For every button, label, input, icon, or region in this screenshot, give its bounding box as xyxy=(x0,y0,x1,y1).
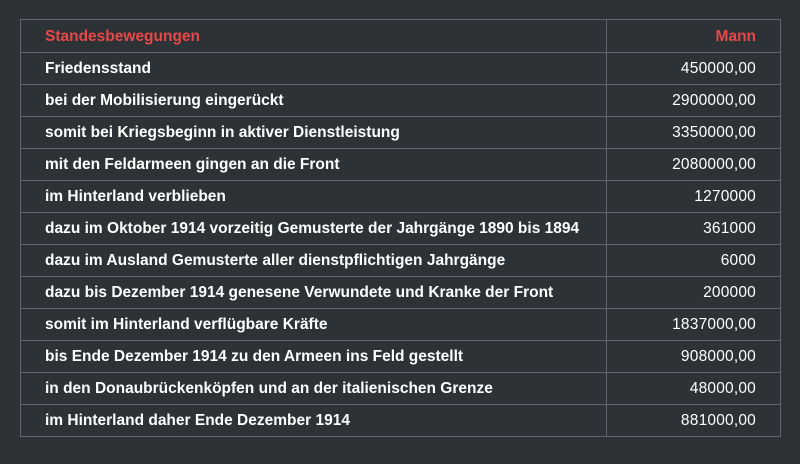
row-label: Friedensstand xyxy=(21,53,607,85)
column-header-label: Standesbewegungen xyxy=(21,20,607,53)
row-label: dazu im Ausland Gemusterte aller dienstpflichtigen Jahrgänge xyxy=(21,245,607,277)
row-value: 450000,00 xyxy=(607,53,781,85)
row-label: im Hinterland verblieben xyxy=(21,181,607,213)
table-row xyxy=(21,149,781,181)
table-row xyxy=(21,213,781,245)
row-value: 908000,00 xyxy=(607,341,781,373)
row-value: 881000,00 xyxy=(607,405,781,437)
table-row xyxy=(21,309,781,341)
row-label: dazu bis Dezember 1914 genesene Verwundete und Kranke der Front xyxy=(21,277,607,309)
data-table-container xyxy=(20,19,780,437)
column-header-value: Mann xyxy=(607,20,781,53)
table-row xyxy=(21,117,781,149)
row-label: somit bei Kriegsbeginn in aktiver Dienstleistung xyxy=(21,117,607,149)
row-value: 48000,00 xyxy=(607,373,781,405)
table-row xyxy=(21,53,781,85)
table-row xyxy=(21,341,781,373)
table-row xyxy=(21,85,781,117)
row-value: 2900000,00 xyxy=(607,85,781,117)
table-row xyxy=(21,373,781,405)
row-label: im Hinterland daher Ende Dezember 1914 xyxy=(21,405,607,437)
table-row xyxy=(21,277,781,309)
row-label: somit im Hinterland verflügbare Kräfte xyxy=(21,309,607,341)
row-label: dazu im Oktober 1914 vorzeitig Gemusterte der Jahrgänge 1890 bis 1894 xyxy=(21,213,607,245)
row-value: 2080000,00 xyxy=(607,149,781,181)
row-value: 6000 xyxy=(607,245,781,277)
row-label: in den Donaubrückenköpfen und an der italienischen Grenze xyxy=(21,373,607,405)
row-value: 1837000,00 xyxy=(607,309,781,341)
row-value: 3350000,00 xyxy=(607,117,781,149)
table-header-row xyxy=(21,20,781,53)
row-label: bei der Mobilisierung eingerückt xyxy=(21,85,607,117)
row-value: 361000 xyxy=(607,213,781,245)
row-value: 200000 xyxy=(607,277,781,309)
row-label: mit den Feldarmeen gingen an die Front xyxy=(21,149,607,181)
row-value: 1270000 xyxy=(607,181,781,213)
data-table xyxy=(20,19,781,437)
row-label: bis Ende Dezember 1914 zu den Armeen ins Feld gestellt xyxy=(21,341,607,373)
table-row xyxy=(21,245,781,277)
table-row xyxy=(21,405,781,437)
table-row xyxy=(21,181,781,213)
